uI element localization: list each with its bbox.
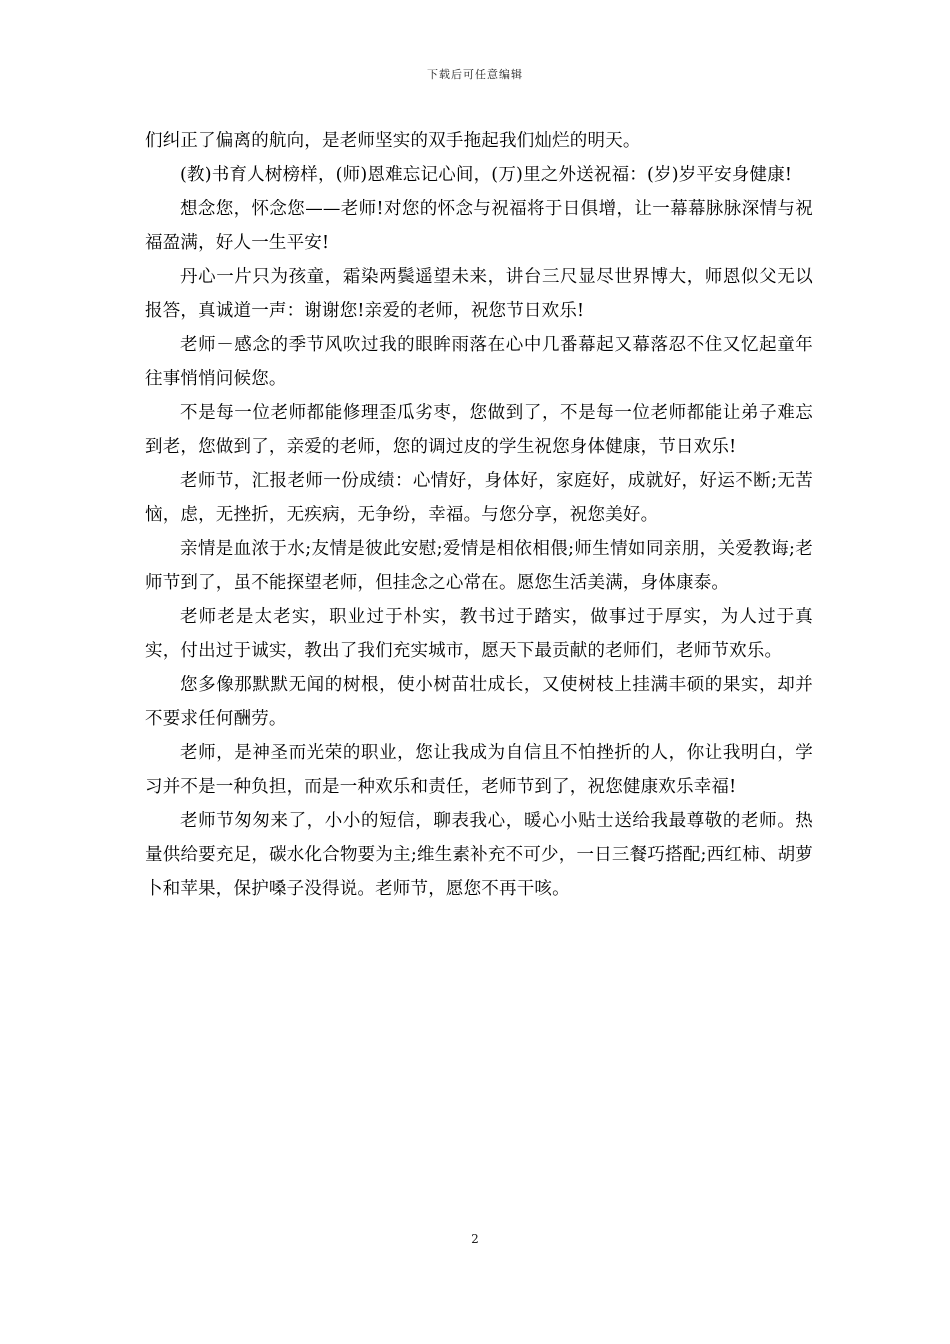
paragraph: 丹心一片只为孩童，霜染两鬓遥望未来，讲台三尺显尽世界博大，师恩似父无以报答，真诚道一声：谢谢您!亲爱的老师，祝您节日欢乐! (145, 267, 813, 321)
paragraph-continued: 们纠正了偏离的航向，是老师坚实的双手拖起我们灿烂的明天。 (145, 131, 641, 151)
paragraph: 想念您，怀念您——老师!对您的怀念与祝福将于日俱增，让一幕幕脉脉深情与祝福盈满，好人一生平安! (145, 199, 813, 253)
page-header: 下载后可任意编辑 (427, 68, 523, 81)
document-body (145, 124, 813, 906)
paragraph: 亲情是血浓于水;友情是彼此安慰;爱情是相依相偎;师生情如同亲朋，关爱教诲;老师节到了，虽不能探望老师，但挂念之心常在。愿您生活美满，身体康泰。 (145, 539, 813, 593)
paragraph: 老师，是神圣而光荣的职业，您让我成为自信且不怕挫折的人，你让我明白，学习并不是一种负担，而是一种欢乐和责任，老师节到了，祝您健康欢乐幸福! (145, 743, 813, 797)
paragraph: 您多像那默默无闻的树根，使小树苗壮成长，又使树枝上挂满丰硕的果实，却并不要求任何酬劳。 (145, 675, 813, 729)
paragraph: 老师节匆匆来了，小小的短信，聊表我心，暖心小贴士送给我最尊敬的老师。热量供给要充足，碳水化合物要为主;维生素补充不可少，一日三餐巧搭配;西红柿、胡萝卜和苹果，保护嗓子没得说。老师节，愿您不再干咳。 (145, 811, 813, 899)
paragraph: 老师老是太老实，职业过于朴实，教书过于踏实，做事过于厚实，为人过于真实，付出过于诚实，教出了我们充实城市，愿天下最贡献的老师们，老师节欢乐。 (145, 607, 813, 661)
page-number: 2 (471, 1232, 479, 1246)
paragraph: 不是每一位老师都能修理歪瓜劣枣，您做到了，不是每一位老师都能让弟子难忘到老，您做到了，亲爱的老师，您的调过皮的学生祝您身体健康，节日欢乐! (145, 403, 813, 457)
paragraph: 老师－感念的季节风吹过我的眼眸雨落在心中几番幕起又幕落忍不住又忆起童年往事悄悄问候您。 (145, 335, 813, 389)
paragraph: (教)书育人树榜样，(师)恩难忘记心间，(万)里之外送祝福：(岁)岁平安身健康! (180, 165, 793, 185)
paragraph: 老师节，汇报老师一份成绩：心情好，身体好，家庭好，成就好，好运不断;无苦恼，虑，无挫折，无疾病，无争纷，幸福。与您分享，祝您美好。 (145, 471, 813, 525)
